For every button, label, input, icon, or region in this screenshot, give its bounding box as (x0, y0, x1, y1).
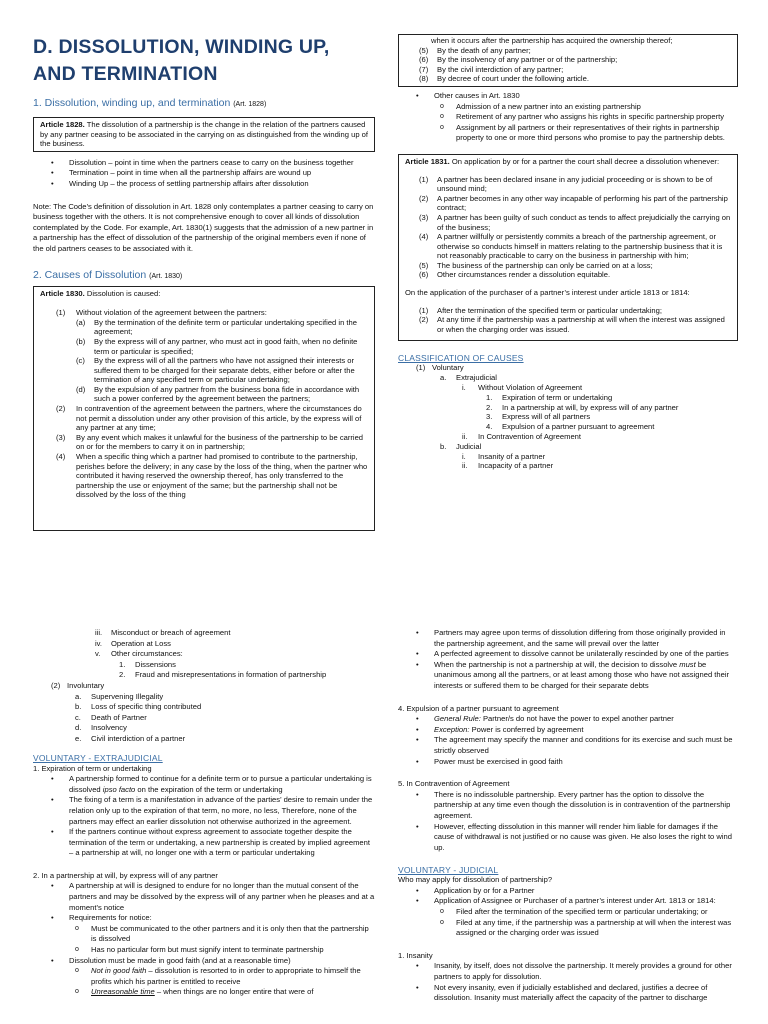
outline-item (33, 660, 375, 671)
item-number: ii. (462, 432, 468, 442)
page2-right-column (398, 628, 738, 1004)
item-text: A partner has been guilty of such conduct as tends to affect prejudicially the carrying on of the business; (437, 212, 731, 232)
item-number: 3. (486, 412, 493, 422)
item-text: By the civil interdiction of any partner; (437, 64, 564, 74)
item-text: By the death of any partner; (437, 45, 531, 55)
item-number: (4) (56, 452, 66, 462)
item-text: Without violation of the agreement between the partners: (76, 308, 267, 318)
list-item (398, 725, 738, 736)
article-1830-continued-box (398, 34, 738, 87)
dissolution-note: Note: The Code’s definition of dissolution in Art. 1828 only contemplates a partner ceasing to carry on business together with the others. It is not comprehensive enough to cover all kinds of dissolution contemplated by the Code. For example, Art. 1830(1) suggests that the admission of a new partner in a partnership has the effect of dissolution of the partnership of the original members even if none of the old partners ceases to be associated with it. (33, 201, 374, 253)
emphasis: General Rule: (434, 714, 481, 724)
expiration-bullets (33, 774, 375, 859)
list-item: o Retirement of any partner who assigns his rights in specific partnership property (398, 112, 738, 123)
emphasis: Unreasonable time (91, 987, 155, 997)
numbered-item (40, 404, 368, 433)
list-item: o Admission of a new partner into an existing partnership (398, 102, 738, 113)
numbered-item (405, 261, 731, 271)
list-item: o Filed after the termination of the specified term or particular undertaking; or (398, 907, 738, 918)
outline-item (33, 628, 375, 639)
outline-item (398, 412, 738, 422)
outline-item (398, 452, 738, 462)
item-text: By the expulsion of any partner from the business bona fide in accordance with such a power conferred by the agreement between the partners; (94, 384, 360, 404)
list-item: • Partners may agree upon terms of dissolution differing from those originally provided in the partnership agreement, and the same will prevail over the latter (398, 628, 738, 649)
item-text: The business of the partnership can only be carried on at a loss; (437, 260, 653, 270)
list-item: • Dissolution must be made in good faith (and at a reasonable time) (33, 956, 375, 967)
classification-list (398, 363, 738, 471)
section-2-heading (33, 269, 375, 281)
dissolution-terms-bullets (398, 628, 738, 692)
section-1-title: 1. Dissolution, winding up, and termination (33, 97, 231, 109)
item-number: (4) (419, 232, 429, 242)
item-number: 2. (119, 670, 126, 680)
item-text: Supervening Illegality (91, 691, 164, 701)
expulsion-bullets (398, 714, 738, 767)
list-item: • Not every insanity, even if judicially established and declared, justifies a decree of dissolution. Insanity must materially affect the capacity of the partner to discharge (398, 983, 738, 1004)
item-text: When a specific thing which a partner had promised to contribute to the partnership, perishes before the delivery; in any case by the loss of the thing, when the partner who contributed it having reserved the ownership thereof, has only transferred to the partnership the use or enjoyment of the same; but the partnership shall not be dissolved by the loss of the thing (76, 452, 368, 500)
item-text: Insolvency (91, 723, 127, 733)
item-number: 2. (486, 402, 493, 412)
item-text: – when things are no longer entire that were of (154, 987, 314, 997)
item-number: (d) (76, 384, 86, 394)
item-number: (b) (76, 336, 86, 346)
item-text: By the termination of the definite term or particular undertaking specified in the agreement; (94, 317, 357, 337)
outline-item (33, 692, 375, 703)
numbered-item (40, 356, 368, 385)
item-text: Expiration of term or undertaking (502, 392, 613, 402)
list-item (33, 966, 375, 987)
classification-continued-list (33, 628, 375, 745)
outline-item (33, 702, 375, 713)
outline-item (33, 723, 375, 734)
item-text: By any event which makes it unlawful for the business of the partnership to be carried on or for the members to carry it on in partnership; (76, 432, 364, 452)
item-text: Fraud and misrepresentations in formation of partnership (135, 670, 327, 680)
item-number: (5) (419, 260, 429, 270)
item-number: (6) (419, 55, 429, 65)
outline-item (398, 363, 738, 373)
item-number: d. (75, 723, 82, 733)
list-item: • Application by or for a Partner (398, 886, 738, 897)
item-number: a. (440, 373, 447, 383)
continued-line: when it occurs after the partnership has acquired the ownership thereof; (431, 36, 673, 45)
list-item: • Termination – point in time when all the partnership affairs are wound up (33, 168, 375, 179)
who-may-apply-question: Who may apply for dissolution of partnership? (398, 875, 553, 885)
section-1-article-ref: (Art. 1828) (233, 101, 267, 108)
item-text: A partner has been declared insane in any judicial proceeding or is shown to be of unsound mind; (437, 174, 713, 194)
item-text: Involuntary (67, 680, 105, 690)
item-text: Other circumstances: (111, 649, 183, 659)
item-text: In a partnership at will, by express will of any partner (502, 402, 679, 412)
outline-item (398, 383, 738, 393)
numbered-item (40, 318, 368, 337)
list-item: • The fixing of a term is a manifestation in advance of the parties’ desire to remain under the relation only up to the expiration of that term, no more, no less, Therefore, none of the partners may effect an earlier dissolution not otherwise authorized in the agreement. (33, 795, 375, 827)
expiration-heading: 1. Expiration of term or undertaking (33, 763, 152, 773)
outline-item (398, 422, 738, 432)
item-number: (3) (56, 432, 66, 442)
item-text: A partner becomes in any other way incapable of performing his part of the partnership contract; (437, 193, 728, 213)
list-item: • A perfected agreement to dissolve cannot be unilaterally rescinded by one of the parties (398, 649, 738, 660)
numbered-item (405, 232, 731, 261)
item-number: iv. (95, 638, 103, 648)
item-text: By the insolvency of any partner or of the partnership; (437, 55, 618, 65)
item-number: (6) (419, 270, 429, 280)
item-text: In Contravention of Agreement (478, 432, 582, 442)
numbered-item (40, 337, 368, 356)
item-text: Extrajudicial (456, 373, 497, 383)
item-text: – dissolution is resorted to in order to appropriate to himself the profits which his partner is entitled to receive (91, 966, 361, 986)
voluntary-extrajudicial-heading: VOLUNTARY - EXTRAJUDICIAL (33, 752, 163, 763)
item-text: Express will of all partners (502, 412, 591, 422)
item-text: Power is conferred by agreement (469, 724, 584, 734)
partnership-at-will-bullets (33, 881, 375, 998)
classification-heading: CLASSIFICATION OF CAUSES (398, 353, 524, 364)
numbered-item (405, 74, 731, 84)
item-number: (1) (416, 363, 426, 373)
page-gap (0, 578, 768, 620)
partnership-at-will-heading: 2. In a partnership at will, by express will of any partner (33, 870, 218, 880)
who-may-apply-bullets (398, 886, 738, 939)
list-item: • Requirements for notice: (33, 913, 375, 924)
item-number: (7) (419, 64, 429, 74)
list-item: o Assignment by all partners or their representatives of their rights in partnership property to one or more third persons who promise to pay the partnership debts. (398, 123, 738, 144)
article-1830-subitems (40, 318, 368, 404)
item-text: Partner/s do not have the power to expel another partner (480, 714, 674, 724)
item-number: c. (75, 712, 81, 722)
numbered-item (405, 315, 731, 334)
item-number: i. (462, 451, 466, 461)
article-1830-label: Article 1830. (40, 288, 85, 298)
numbered-item (405, 175, 731, 194)
item-number: (8) (419, 74, 429, 84)
article-1831-box (398, 154, 738, 342)
insanity-heading: 1. Insanity (398, 950, 433, 960)
item-number: (5) (419, 45, 429, 55)
numbered-item (405, 55, 731, 65)
page1-left-column (33, 34, 375, 531)
list-item: • A partnership formed to continue for a definite term or to pursue a particular undertaking is dissolved ipso facto on the expiration of the term or undertaking (33, 774, 375, 795)
item-text: Voluntary (432, 363, 464, 373)
item-text: A partner willfully or persistently commits a breach of the partnership agreement, or otherwise so conducts himself in matters relating to the partnership business that it is not reasonably practicable to carry on the business in partnership with him; (437, 232, 723, 261)
list-item: • Power must be exercised in good faith (398, 757, 738, 768)
item-number: (1) (419, 305, 429, 315)
item-text: By the express will of all the partners who have not assigned their interests or suffered them to be charged for their separate debts, either before or after the termination of any specified term or particular undertaking; (94, 356, 355, 385)
numbered-item (405, 306, 731, 316)
outline-item (398, 393, 738, 403)
list-item: • A partnership at will is designed to endure for no longer than the mutual consent of the partners and may be dissolved by the express will of any partner when he pleases and at a moment’s notice (33, 881, 375, 913)
article-1831-items (405, 175, 731, 281)
article-1830-item-1 (40, 308, 368, 318)
outline-item (33, 670, 375, 681)
numbered-item (40, 452, 368, 500)
contravention-heading: 5. In Contravention of Agreement (398, 779, 510, 789)
outline-item (398, 442, 738, 452)
list-item (398, 714, 738, 725)
page1-right-column (398, 34, 738, 471)
item-text: Loss of specific thing contributed (91, 702, 202, 712)
article-1831-purchaser-items (405, 306, 731, 335)
numbered-item (405, 65, 731, 75)
list-item: • Application of Assignee or Purchaser of a partner’s interest under Art. 1813 or 1814: (398, 896, 738, 907)
list-item: • Other causes in Art. 1830 (398, 91, 738, 102)
article-1830-box (33, 286, 375, 531)
item-number: (2) (419, 193, 429, 203)
item-number: v. (95, 649, 101, 659)
article-1830-remaining-items (40, 404, 368, 500)
item-text: Incapacity of a partner (478, 461, 554, 471)
numbered-item (40, 433, 368, 452)
outline-item (33, 713, 375, 724)
numbered-item (405, 46, 731, 56)
item-text: Expulsion of a partner pursuant to agreement (502, 422, 655, 432)
item-number: b. (75, 702, 82, 712)
outline-item (33, 734, 375, 745)
outline-item (398, 432, 738, 442)
item-text: After the termination of the specified term or particular undertaking; (437, 305, 662, 315)
outline-item (33, 681, 375, 692)
article-1831-label: Article 1831. (405, 156, 450, 166)
item-text: At any time if the partnership was a partnership at will when the interest was assigned or when the charging order was issued. (437, 315, 725, 334)
item-text: Other circumstances render a dissolution equitable. (437, 270, 611, 280)
list-item: • Dissolution – point in time when the partners cease to carry on the business together (33, 158, 375, 169)
list-item: o Has no particular form but must signify intent to terminate partnership (33, 945, 375, 956)
emphasis: Not in good faith (91, 966, 147, 976)
article-1828-label: Article 1828. (40, 120, 85, 129)
item-number: (1) (419, 174, 429, 184)
list-item: • If the partners continue without express agreement to associate together despite the termination of the term or undertaking, a new partnership is created by implied agreement – a partnership at will, no longer one with a term or particular undertaking (33, 827, 375, 859)
article-1830-items-5-8 (405, 46, 731, 84)
article-1828-box (33, 117, 375, 152)
item-number: 1. (486, 392, 493, 402)
item-text: In contravention of the agreement between the partners, where the circumstances do not permit a dissolution under any other provision of this article, by the express will of any partner at any time; (76, 404, 362, 433)
list-item (33, 987, 375, 998)
document-page-2 (0, 620, 768, 1024)
item-number: (2) (56, 404, 66, 414)
item-text: By decree of court under the following article. (437, 74, 589, 84)
item-number: (1) (56, 308, 66, 318)
main-title-line-2: AND TERMINATION (33, 63, 218, 85)
item-number: 4. (486, 422, 493, 432)
item-text: Operation at Loss (111, 638, 171, 648)
voluntary-judicial-heading: VOLUNTARY - JUDICIAL (398, 865, 499, 876)
item-number: a. (75, 691, 82, 701)
article-1828-text: The dissolution of a partnership is the change in the relation of the partners caused by any partner ceasing to be associated in the carrying on as distinguished from the winding up of the business. (40, 120, 368, 149)
insanity-bullets (398, 961, 738, 1003)
item-text: By the express will of any partner, who must act in good faith, when no definite term or particular is specified; (94, 336, 358, 356)
list-item: • There is no indissoluble partnership. Every partner has the option to dissolve the partnership at any time even though the dissolution is in contravention of the partnership agreement. (398, 790, 738, 822)
section-2-title: 2. Causes of Dissolution (33, 268, 147, 281)
main-title-line-1: D. DISSOLUTION, WINDING UP, (33, 36, 330, 58)
item-text: Without Violation of Agreement (478, 383, 583, 393)
item-number: ii. (462, 461, 468, 471)
item-text: Death of Partner (91, 712, 147, 722)
emphasis: Exception: (434, 724, 470, 734)
item-text: Judicial (456, 441, 482, 451)
numbered-item (405, 194, 731, 213)
item-text: Dissensions (135, 659, 176, 669)
outline-item (33, 639, 375, 650)
section-1-bullets (33, 158, 375, 190)
other-causes-list (398, 91, 738, 144)
item-number: e. (75, 733, 82, 743)
outline-item (398, 403, 738, 413)
item-number: iii. (95, 628, 103, 637)
item-number: b. (440, 441, 447, 451)
section-1-heading (33, 97, 375, 109)
item-text: Insanity of a partner (478, 451, 546, 461)
numbered-item (40, 385, 368, 404)
list-item: o Must be communicated to the other partners and it is only then that the partnership is dissolved (33, 924, 375, 945)
list-item: • Insanity, by itself, does not dissolve the partnership. It merely provides a ground for other partners to apply for dissolution. (398, 961, 738, 982)
expulsion-heading: 4. Expulsion of a partner pursuant to agreement (398, 703, 559, 713)
numbered-item (405, 213, 731, 232)
outline-item (33, 649, 375, 660)
item-number: (a) (76, 317, 86, 327)
list-item: • The agreement may specify the manner and conditions for its exercise and such must be strictly observed (398, 735, 738, 756)
item-number: i. (462, 383, 466, 393)
contravention-bullets (398, 790, 738, 854)
list-item: o Filed at any time, if the partnership was a partnership at will when the interest was assigned or the charging order was issued (398, 918, 738, 939)
article-1831-intro: On application by or for a partner the court shall decree a dissolution whenever: (451, 156, 720, 166)
article-1830-intro: Dissolution is caused: (86, 288, 161, 298)
item-number: (2) (419, 315, 429, 325)
item-number: (c) (76, 356, 85, 366)
item-text: Misconduct or breach of agreement (111, 628, 231, 637)
outline-item (398, 373, 738, 383)
numbered-item (405, 270, 731, 280)
item-number: (3) (419, 212, 429, 222)
item-number: 1. (119, 659, 126, 669)
list-item: • When the partnership is not a partnership at will, the decision to dissolve must be unanimous among all the partners, or at least among those who have not assigned their interests or suffered them to be charged for their separate debts (398, 660, 738, 692)
list-item: • Winding Up – the process of settling partnership affairs after dissolution (33, 179, 375, 190)
item-number: (2) (51, 680, 61, 690)
list-item: • However, effecting dissolution in this manner will render him liable for damages if the cause of withdrawal is not justified or no cause was given. He also loses the right to wind up. (398, 822, 738, 854)
page2-left-column (33, 628, 375, 998)
article-1831-purchaser-text: On the application of the purchaser of a partner’s interest under article 1813 or 1814: (405, 288, 690, 298)
outline-item (398, 461, 738, 471)
item-text: Civil interdiction of a partner (91, 733, 186, 743)
section-2-article-ref: (Art. 1830) (149, 272, 183, 280)
